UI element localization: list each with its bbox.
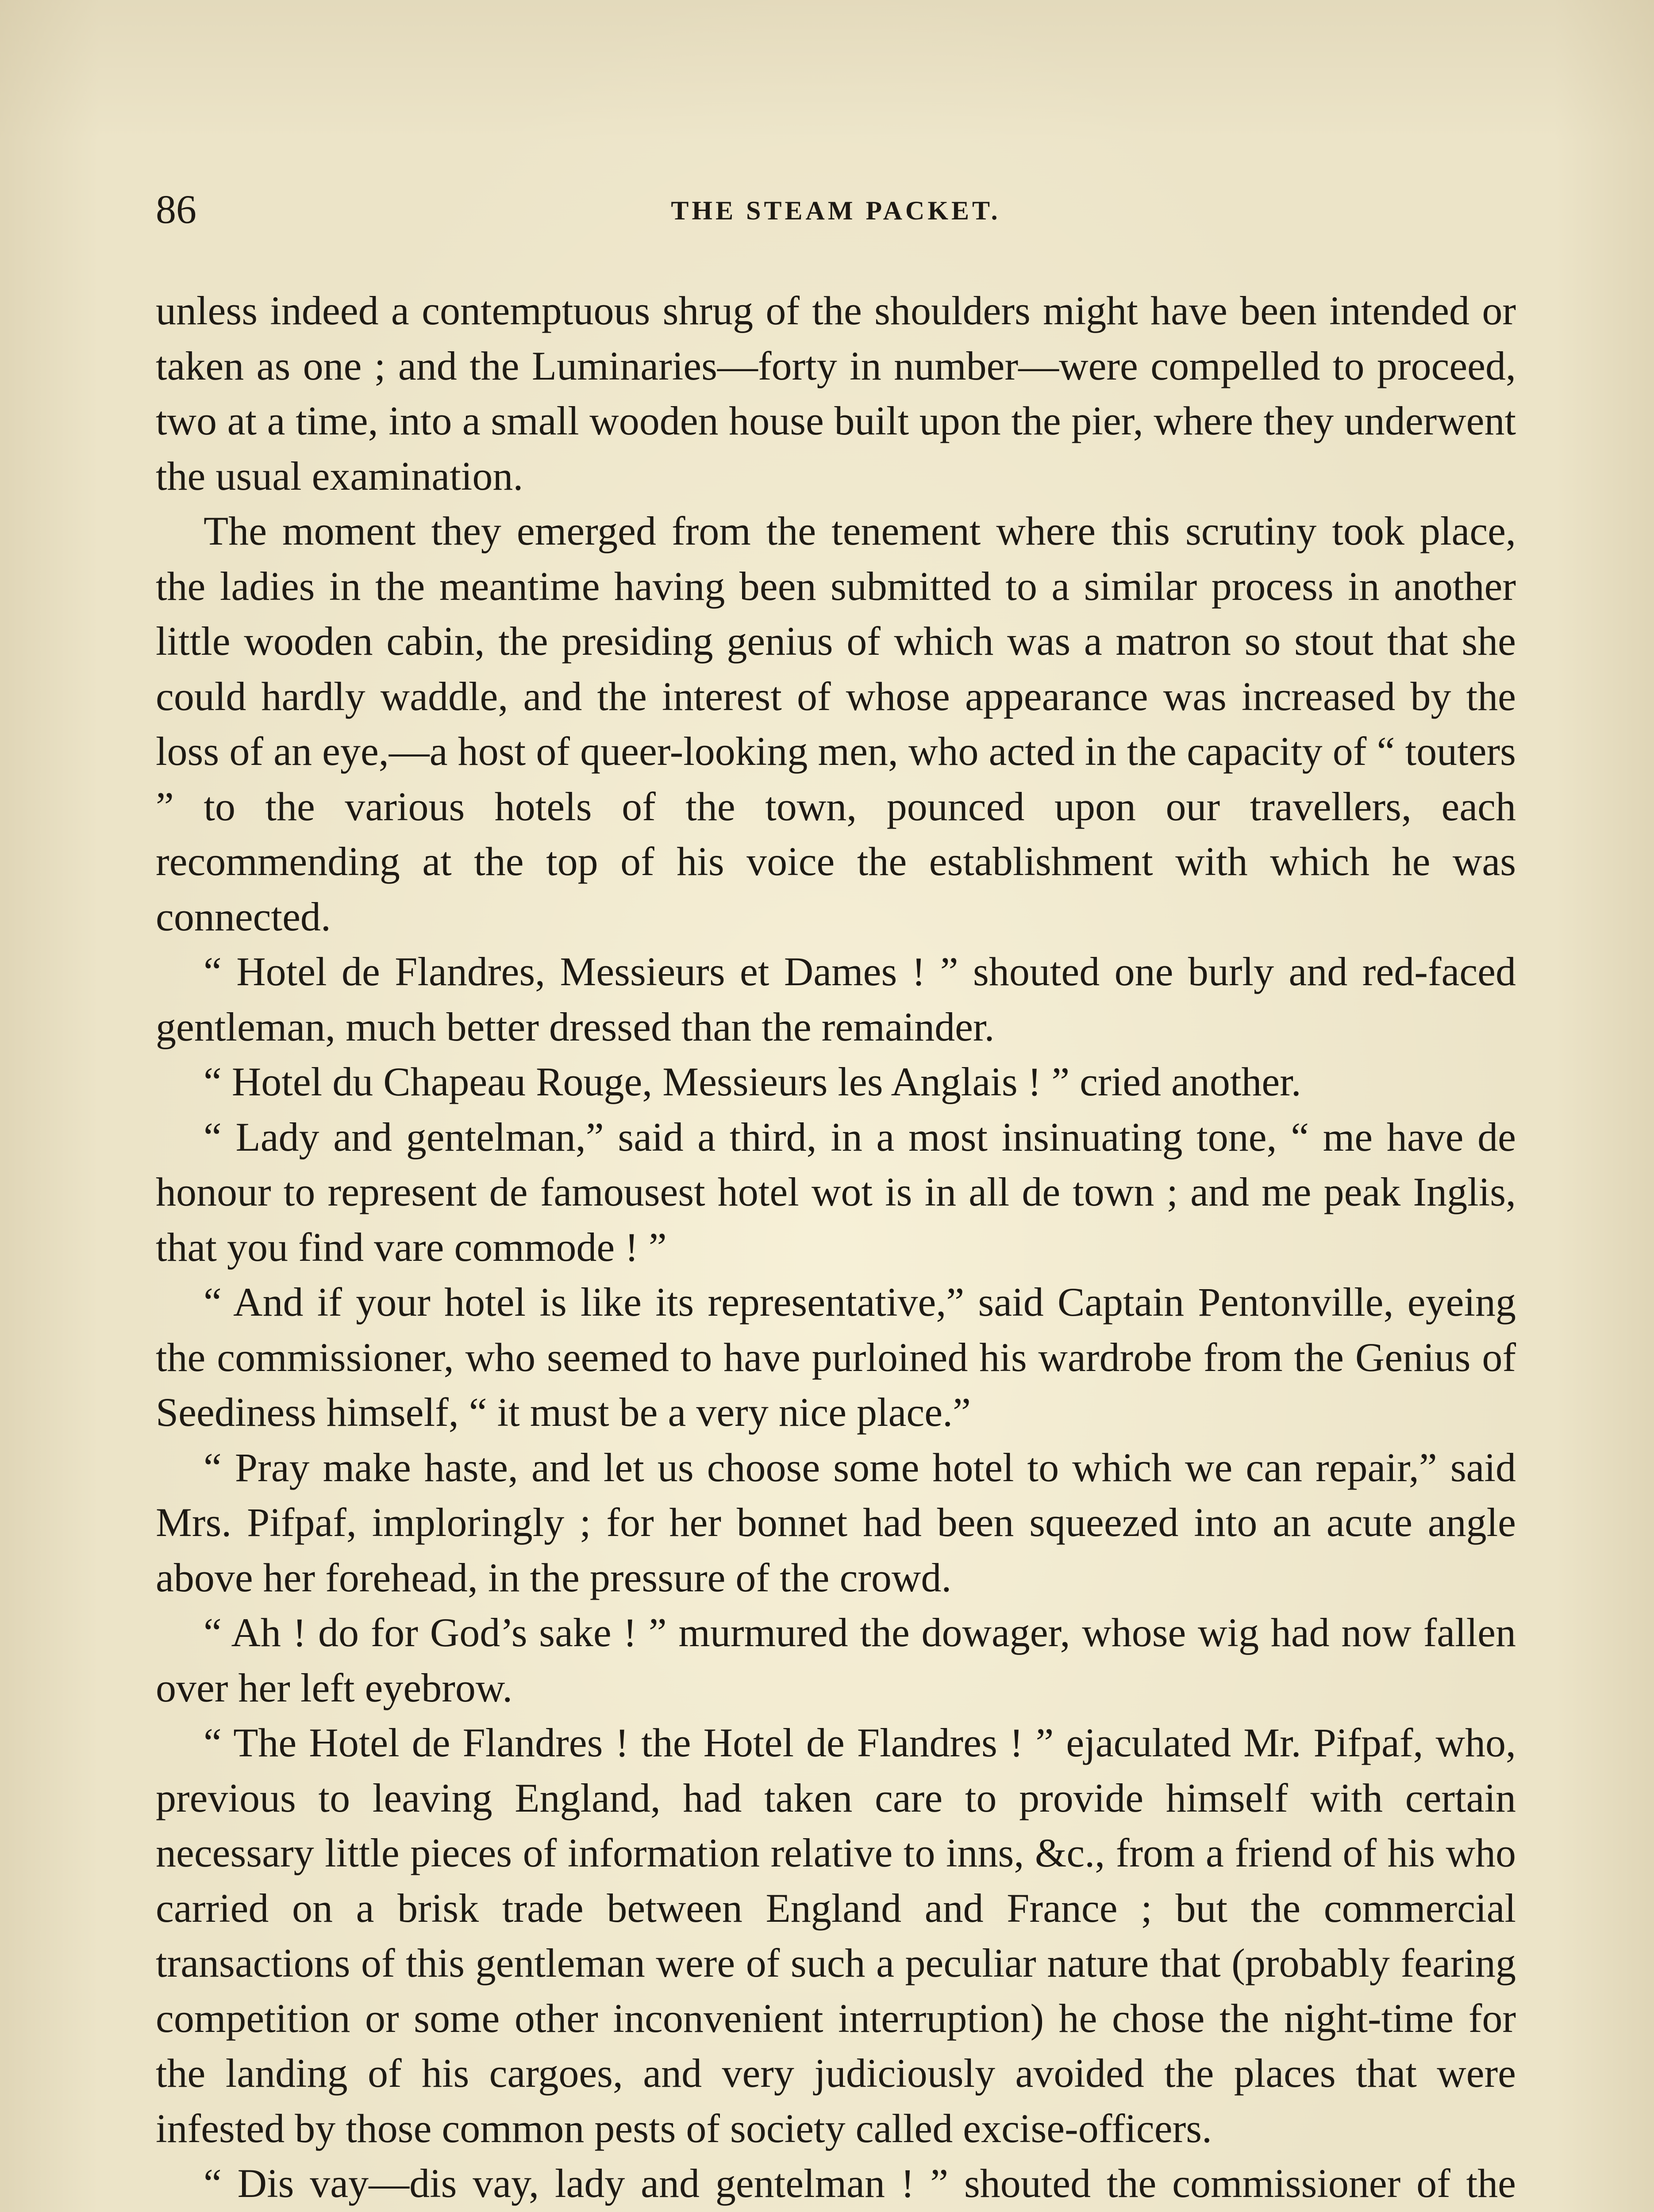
paragraph: “ Lady and gentelman,” said a third, in a most insinuating tone, “ me have de honour to represent de famousest hotel wot is in all de town ; and me peak Inglis, that you find vare commode ! ” bbox=[156, 1114, 1516, 1270]
paragraph: “ Hotel du Chapeau Rouge, Messieurs les Anglais ! ” cried another. bbox=[204, 1059, 1301, 1104]
paragraph: “ And if your hotel is like its representative,” said Captain Pentonville, eyeing the commissioner, who seemed to have purloined his wardrobe from the Genius of Seediness himself, “ it must be a very nice place.” bbox=[156, 1279, 1516, 1435]
book-page bbox=[156, 0, 1516, 2212]
paragraph: “ Pray make haste, and let us choose some hotel to which we can repair,” said Mrs. Pifpaf, imploringly ; for her bonnet had been squeezed into an acute angle above her forehead, in the pressure of the crowd. bbox=[156, 1444, 1516, 1600]
paragraph: “ Dis vay—dis vay, lady and gentelman ! ” shouted the commissioner of the bbox=[204, 2161, 1516, 2206]
paragraph: The moment they emerged from the tenement where this scrutiny took place, the ladies in the meantime having been submitted to a similar process in another little wooden cabin, the presiding genius of which was a matron so stout that she could hardly waddle, and the interest of whose appearance was increased by the loss of an eye,—a host of queer-looking men, who acted in the capacity of “ touters ” to the various hotels of the town, pounced upon our travellers, each recommending at the top of his voice the establishment with which he was connected. bbox=[156, 508, 1516, 939]
page-number: 86 bbox=[156, 187, 196, 232]
running-head bbox=[156, 185, 1516, 234]
paragraph: unless indeed a contemptuous shrug of the shoulders might have been intended or taken as one ; and the Luminaries—forty in number—were compelled to proceed, two at a time, into a small wooden house built upon the pier, where they underwent the usual examination. bbox=[156, 288, 1516, 499]
paragraph: “ Ah ! do for God’s sake ! ” murmured the dowager, whose wig had now fallen over her left eyebrow. bbox=[156, 1610, 1516, 1710]
paragraph: “ Hotel de Flandres, Messieurs et Dames ! ” shouted one burly and red-faced gentleman, much better dressed than the remainder. bbox=[156, 949, 1516, 1049]
body-text bbox=[156, 283, 1516, 2212]
paragraph: “ The Hotel de Flandres ! the Hotel de Flandres ! ” ejaculated Mr. Pifpaf, who, previous to leaving England, had taken care to provide himself with certain necessary little pieces of information relative to inns, &c., from a friend of his who carried on a brisk trade between England and France ; but the commercial transactions of this gentleman were of such a peculiar nature that (probably fearing competition or some other inconvenient interruption) he chose the night-time for the landing of his cargoes, and very judiciously avoided the places that were infested by those common pests of society called excise-officers. bbox=[156, 1720, 1516, 2151]
running-title: THE STEAM PACKET. bbox=[671, 196, 1001, 225]
